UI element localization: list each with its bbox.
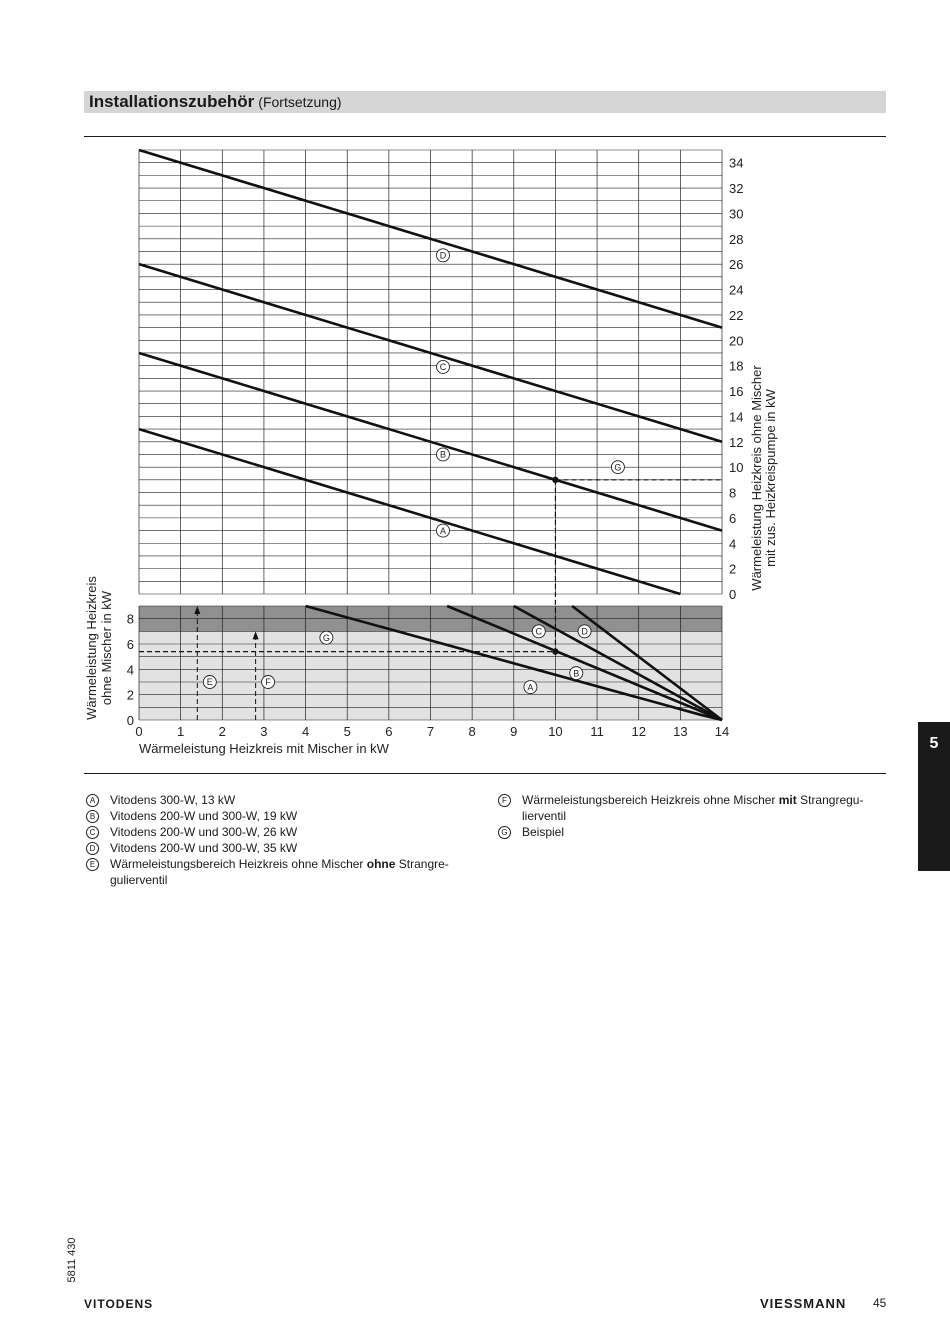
legend-text-g: Beispiel	[522, 825, 565, 839]
upper-y-axis-title-line: mit zus. Heizkreispumpe in kW	[763, 389, 778, 567]
page-number: 45	[873, 1296, 887, 1310]
upper-ytick-label: 16	[729, 384, 744, 400]
upper-ytick-label: 14	[729, 409, 744, 425]
xtick-label: 11	[590, 724, 604, 739]
lower-series-label-c: C	[535, 626, 543, 637]
legend-text-f-after: Strangregu-lierventil	[522, 793, 864, 823]
lower-ytick-label: 4	[126, 662, 134, 678]
upper-series-label-a: A	[439, 525, 447, 536]
xtick-label: 6	[385, 724, 393, 739]
upper-ytick-label: 18	[729, 358, 744, 374]
footer-brand: VITODENS	[84, 1297, 154, 1311]
xtick-label: 3	[260, 724, 268, 739]
lower-ytick-label: 0	[126, 713, 134, 728]
xtick-label: 2	[218, 724, 226, 739]
lower-series-label-a: A	[527, 682, 534, 693]
upper-series-label-c: C	[439, 362, 447, 373]
legend-item-e	[86, 856, 476, 888]
band-label-e: E	[206, 677, 213, 688]
x-axis-title: Wärmeleistung Heizkreis mit Mischer in kW	[139, 741, 389, 756]
lower-series-label-b: B	[573, 668, 580, 679]
legend-item-c	[86, 824, 476, 840]
legend-text-e-bold: ohne	[366, 857, 396, 871]
lower-y-axis-title-line: ohne Mischer in kW	[99, 590, 114, 706]
legend-mark-e: E	[86, 858, 99, 871]
xtick-label: 14	[714, 724, 730, 739]
upper-ytick-label: 30	[729, 206, 744, 222]
legend-mark-a: A	[86, 794, 99, 807]
lower-example-label: G	[322, 632, 330, 643]
upper-y-axis-title-line: Wärmeleistung Heizkreis ohne Mischer	[749, 365, 764, 591]
legend-left	[86, 792, 476, 888]
legend-mark-f: F	[498, 794, 511, 807]
upper-ytick-label: 4	[729, 536, 737, 552]
document-number: 5811 430	[66, 1237, 78, 1283]
legend-mark-g: G	[498, 826, 511, 839]
upper-series-label-d: D	[439, 250, 447, 261]
upper-ytick-label: 28	[729, 231, 744, 247]
legend-mark-c: C	[86, 826, 99, 839]
upper-ytick-label: 2	[729, 561, 737, 577]
xtick-label: 12	[631, 724, 646, 739]
xtick-label: 13	[673, 724, 688, 739]
example-point-lower	[552, 648, 558, 654]
xtick-label: 4	[301, 724, 310, 739]
legend-item-f	[498, 792, 890, 824]
title-text: Installationszubehör	[89, 92, 255, 111]
xtick-label: 10	[548, 724, 563, 739]
chapter-tab[interactable]	[918, 722, 950, 871]
upper-ytick-label: 8	[729, 485, 737, 501]
legend-right	[498, 792, 890, 840]
title-subtitle: (Fortsetzung)	[258, 94, 342, 110]
upper-series-label-b: B	[439, 449, 447, 460]
legend-item-b	[86, 808, 476, 824]
legend-text-b: Vitodens 200-W und 300-W, 19 kW	[110, 809, 298, 823]
upper-ytick-label: 6	[729, 510, 737, 526]
xtick-label: 9	[510, 724, 518, 739]
legend-mark-d: D	[86, 842, 99, 855]
legend-text-f-bold: mit	[778, 793, 797, 807]
upper-ytick-label: 20	[729, 333, 744, 349]
legend-text-a: Vitodens 300-W, 13 kW	[110, 793, 236, 807]
lower-ytick-label: 6	[126, 637, 134, 652]
chapter-tab-label: 5	[929, 735, 939, 752]
legend-item-g	[498, 824, 890, 840]
xtick-label: 7	[426, 724, 435, 739]
upper-ytick-label: 12	[729, 434, 744, 450]
legend-text-d: Vitodens 200-W und 300-W, 35 kW	[110, 841, 298, 855]
band-label-f: F	[265, 677, 271, 688]
legend-text-f-before: Wärmeleistungsbereich Heizkreis ohne Mischer	[522, 793, 779, 807]
lower-ytick-label: 2	[126, 687, 134, 703]
legend-text-e-before: Wärmeleistungsbereich Heizkreis ohne Mischer	[110, 857, 367, 871]
upper-ytick-label: 24	[729, 282, 744, 298]
upper-series-a	[139, 429, 680, 594]
viessmann-logo: VIESSMANN	[760, 1296, 847, 1311]
lower-ytick-label: 8	[126, 611, 134, 627]
legend-mark-b: B	[86, 810, 99, 823]
example-point-upper	[552, 477, 558, 483]
upper-ytick-label: 10	[729, 460, 744, 476]
legend-text-f	[522, 792, 890, 824]
legend-text-e-after: Strangre-gulierventil	[110, 857, 449, 887]
xtick-label: 5	[343, 724, 351, 739]
lower-y-axis-title-line: Wärmeleistung Heizkreis	[84, 576, 99, 720]
upper-example-label: G	[614, 462, 622, 473]
xtick-label: 8	[468, 724, 476, 739]
xtick-label: 0	[135, 724, 143, 739]
xtick-label: 1	[177, 724, 185, 739]
upper-ytick-label: 22	[729, 307, 744, 323]
upper-ytick-label: 26	[729, 257, 744, 273]
upper-ytick-label: 0	[729, 587, 737, 602]
upper-ytick-label: 34	[729, 155, 744, 171]
legend-item-d	[86, 840, 476, 856]
legend-text-c: Vitodens 200-W und 300-W, 26 kW	[110, 825, 298, 839]
lower-series-label-d: D	[581, 626, 588, 637]
upper-ytick-label: 32	[729, 181, 744, 197]
legend-item-a	[86, 792, 476, 808]
legend-text-e	[110, 856, 476, 888]
